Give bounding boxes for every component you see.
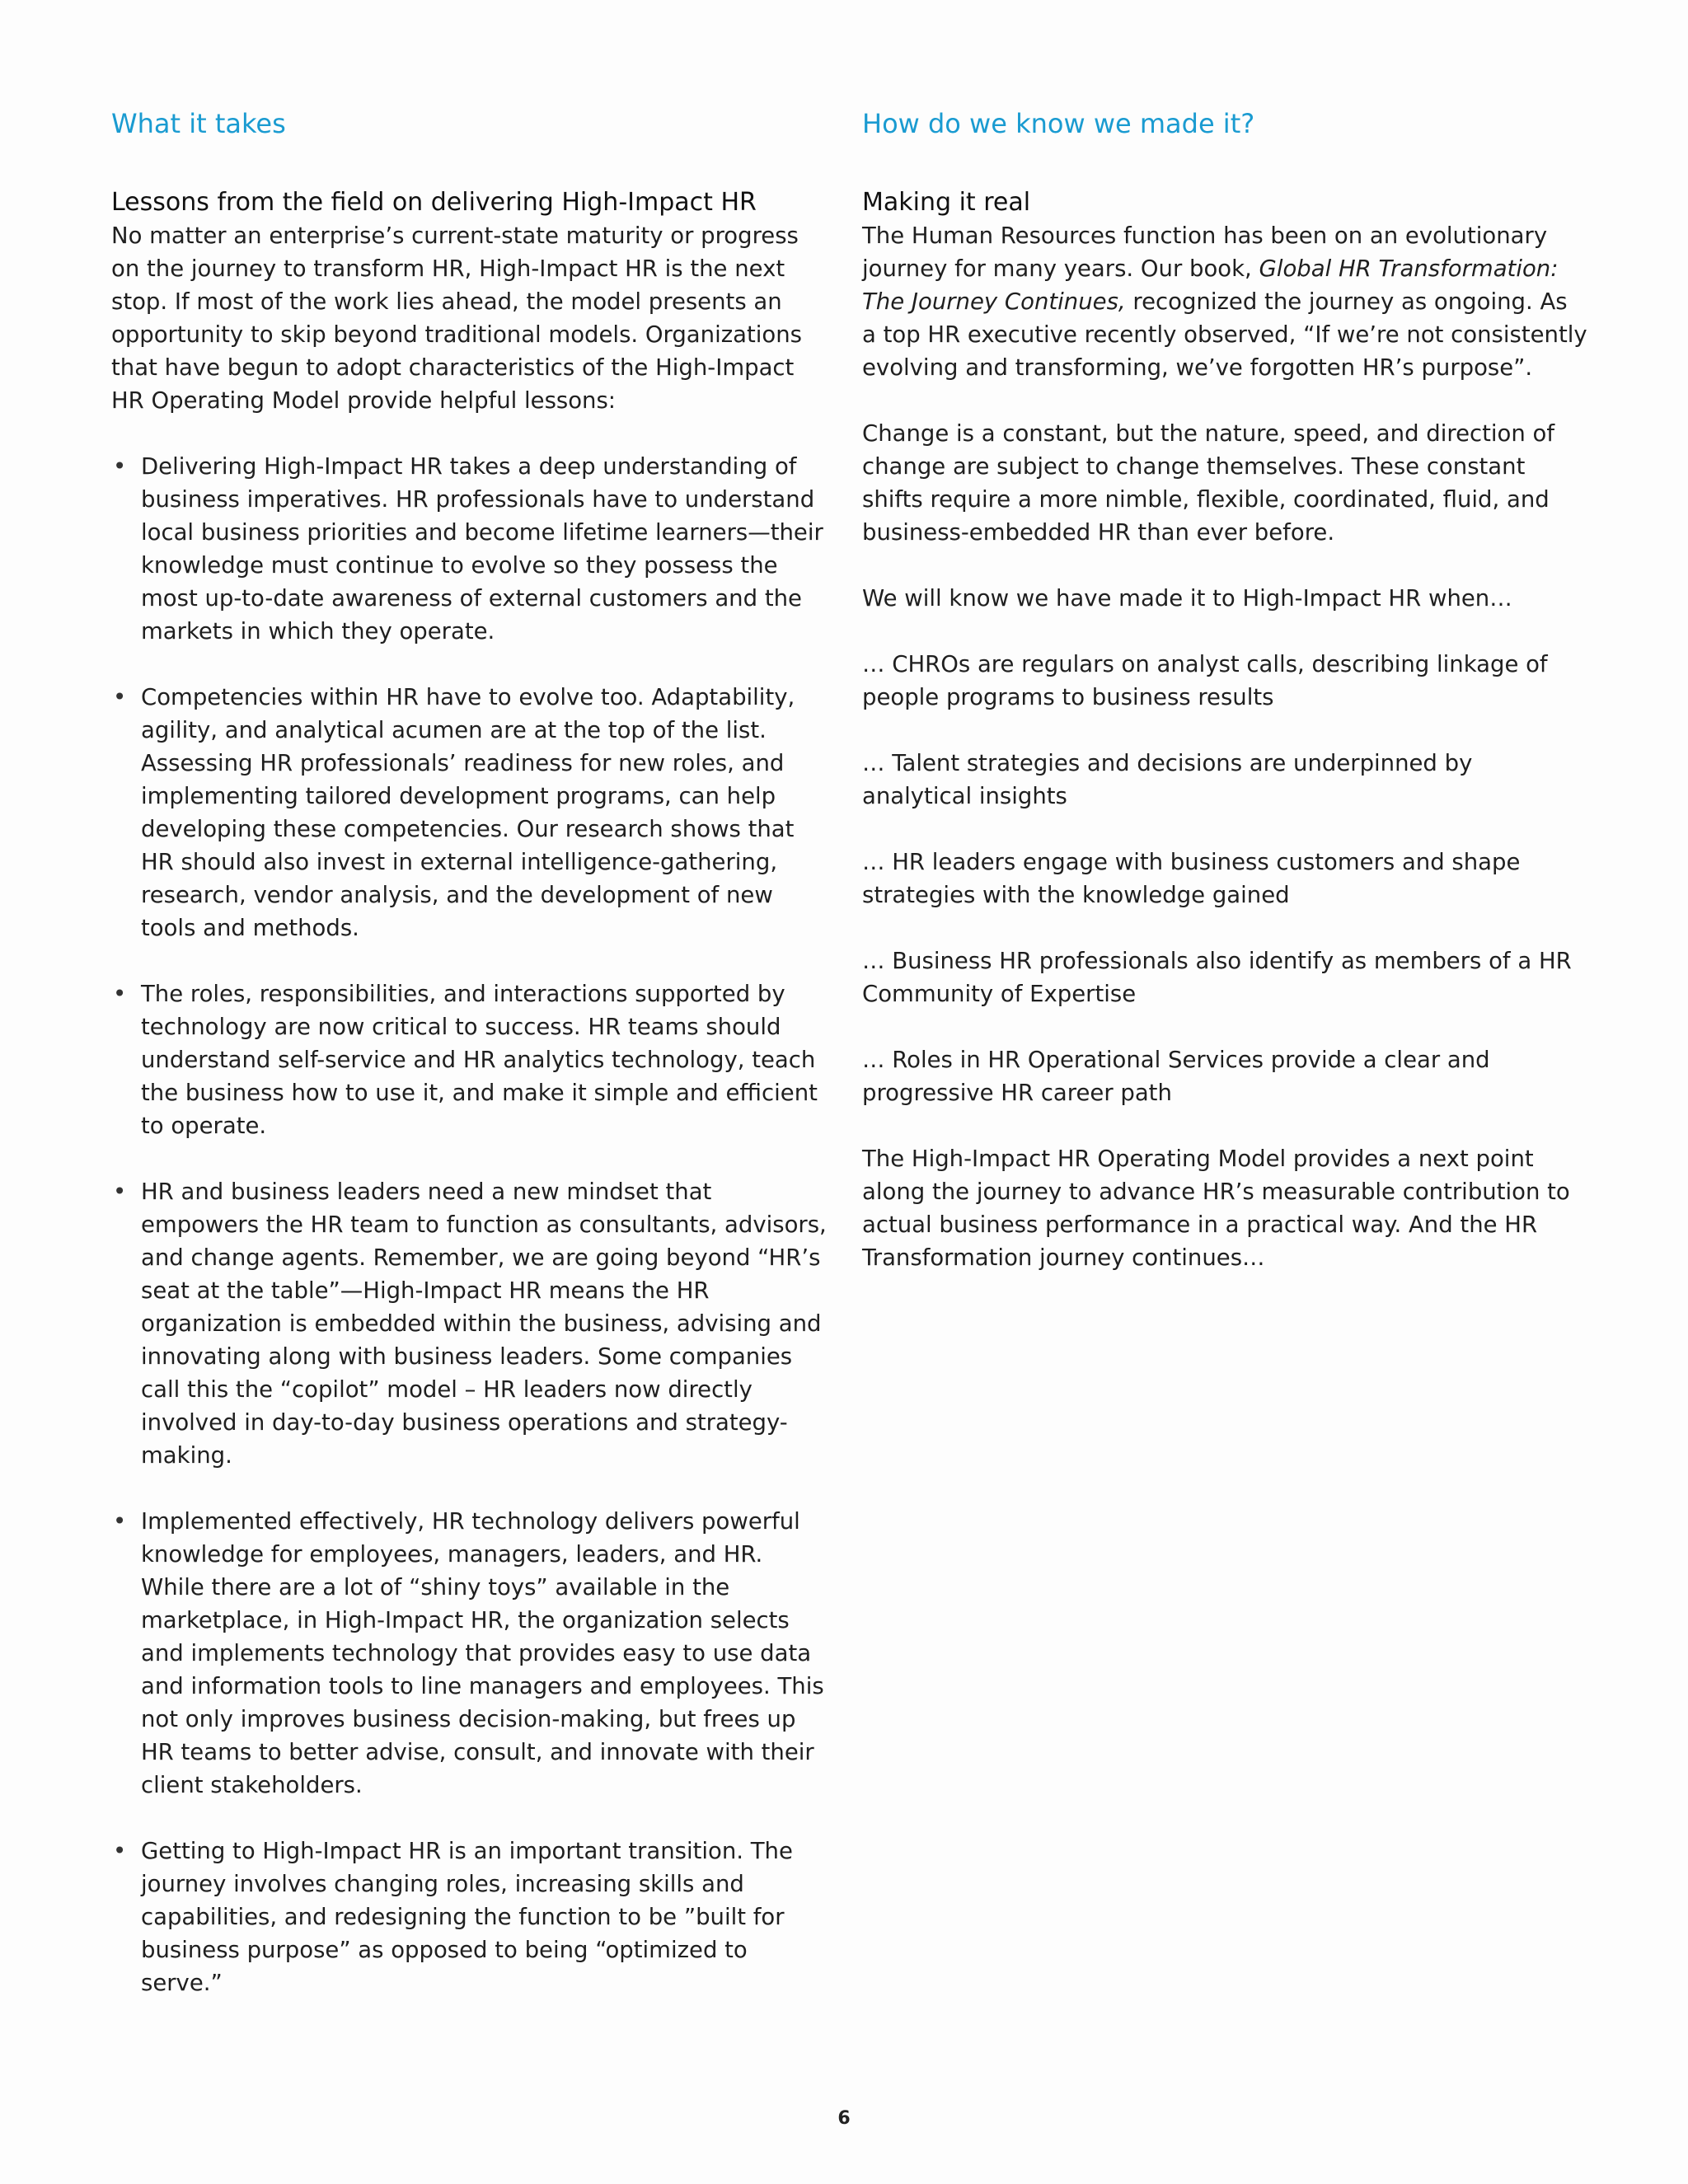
- list-item: • Getting to High-Impact HR is an important transition. The journey involves changing roles, increasing skills and capabilities, and redesigning the function to be ”built for business purpose” as opposed to being “optimized to serve.”: [111, 1835, 828, 1999]
- criteria-item: … Roles in HR Operational Services provide a clear and progressive HR career path: [862, 1047, 1490, 1106]
- list-item: • Implemented effectively, HR technology delivers powerful knowledge for employees, managers, leaders, and HR. While there are a lot of “shiny toys” available in the marketplace, in High-Impact HR, the organization selects and implements technology that provides easy to use data and information tools to line managers and employees. This not only improves business decision-making, but frees up HR teams to better advise, consult, and innovate with their client stakeholders.: [111, 1505, 828, 1802]
- section-heading: How do we know we made it?: [862, 108, 1255, 139]
- left-column: [111, 99, 828, 2032]
- body-paragraph: Change is a constant, but the nature, speed, and direction of change are subject to change themselves. These constant shifts require a more nimble, flexible, coordinated, fluid, and business-embedded HR than ever before.: [862, 420, 1555, 546]
- body-paragraph: We will know we have made it to High-Impact HR when…: [862, 585, 1512, 612]
- page-number: 6: [837, 2108, 851, 2129]
- lessons-list: [111, 450, 828, 1999]
- spacer: [111, 417, 828, 450]
- right-column: [862, 99, 1587, 1307]
- section-subheading: Making it real: [862, 188, 1031, 217]
- section-subheading: Lessons from the field on delivering High-Impact HR: [111, 188, 757, 217]
- book-title: Global HR Transformation: The Journey Continues,: [862, 255, 1559, 315]
- criteria-item: … Talent strategies and decisions are underpinned by analytical insights: [862, 750, 1473, 809]
- intro-paragraph: No matter an enterprise’s current-state maturity or progress on the journey to transform HR, High-Impact HR is the next stop. If most of the work lies ahead, the model presents an opportunity to skip beyond traditional models. Organizations that have begun to adopt characteristics of the High-Impact HR Operating Model provide helpful lessons:: [111, 223, 803, 414]
- criteria-item: … CHROs are regulars on analyst calls, describing linkage of people programs to business results: [862, 651, 1548, 710]
- intro-paragraph: [862, 219, 1587, 384]
- intro-text: recognized the journey as ongoing. As a top HR executive recently observed, “If we’re not consistently evolving and transforming, we’ve forgotten HR’s purpose”.: [862, 288, 1587, 381]
- criteria-item: … HR leaders engage with business customers and shape strategies with the knowledge gained: [862, 849, 1521, 908]
- criteria-item: … Business HR professionals also identify as members of a HR Community of Expertise: [862, 948, 1572, 1007]
- list-item: • Delivering High-Impact HR takes a deep understanding of business imperatives. HR professionals have to understand local business priorities and become lifetime learners—their knowledge must continue to evolve so they possess the most up-to-date awareness of external customers and the markets in which they operate.: [111, 450, 828, 648]
- intro-text: The Human Resources function has been on an evolutionary journey for many years. Our book,: [862, 223, 1548, 282]
- section-heading: What it takes: [111, 108, 286, 139]
- closing-paragraph: The High-Impact HR Operating Model provides a next point along the journey to advance HR’s measurable contribution to actual business performance in a practical way. And the HR Transformation journey continues…: [862, 1146, 1570, 1271]
- list-item: • Competencies within HR have to evolve too. Adaptability, agility, and analytical acumen are at the top of the list. Assessing HR professionals’ readiness for new roles, and implementing tailored development programs, can help developing these competencies. Our research shows that HR should also invest in external intelligence-gathering, research, vendor analysis, and the development of new tools and methods.: [111, 681, 828, 944]
- list-item: • HR and business leaders need a new mindset that empowers the HR team to function as consultants, advisors, and change agents. Remember, we are going beyond “HR’s seat at the table”—High-Impact HR means the HR organization is embedded within the business, advising and innovating along with business leaders. Some companies call this the “copilot” model – HR leaders now directly involved in day-to-day business operations and strategy-making.: [111, 1175, 828, 1472]
- list-item: • The roles, responsibilities, and interactions supported by technology are now critical to success. HR teams should understand self-service and HR analytics technology, teach the business how to use it, and make it simple and efficient to operate.: [111, 977, 828, 1142]
